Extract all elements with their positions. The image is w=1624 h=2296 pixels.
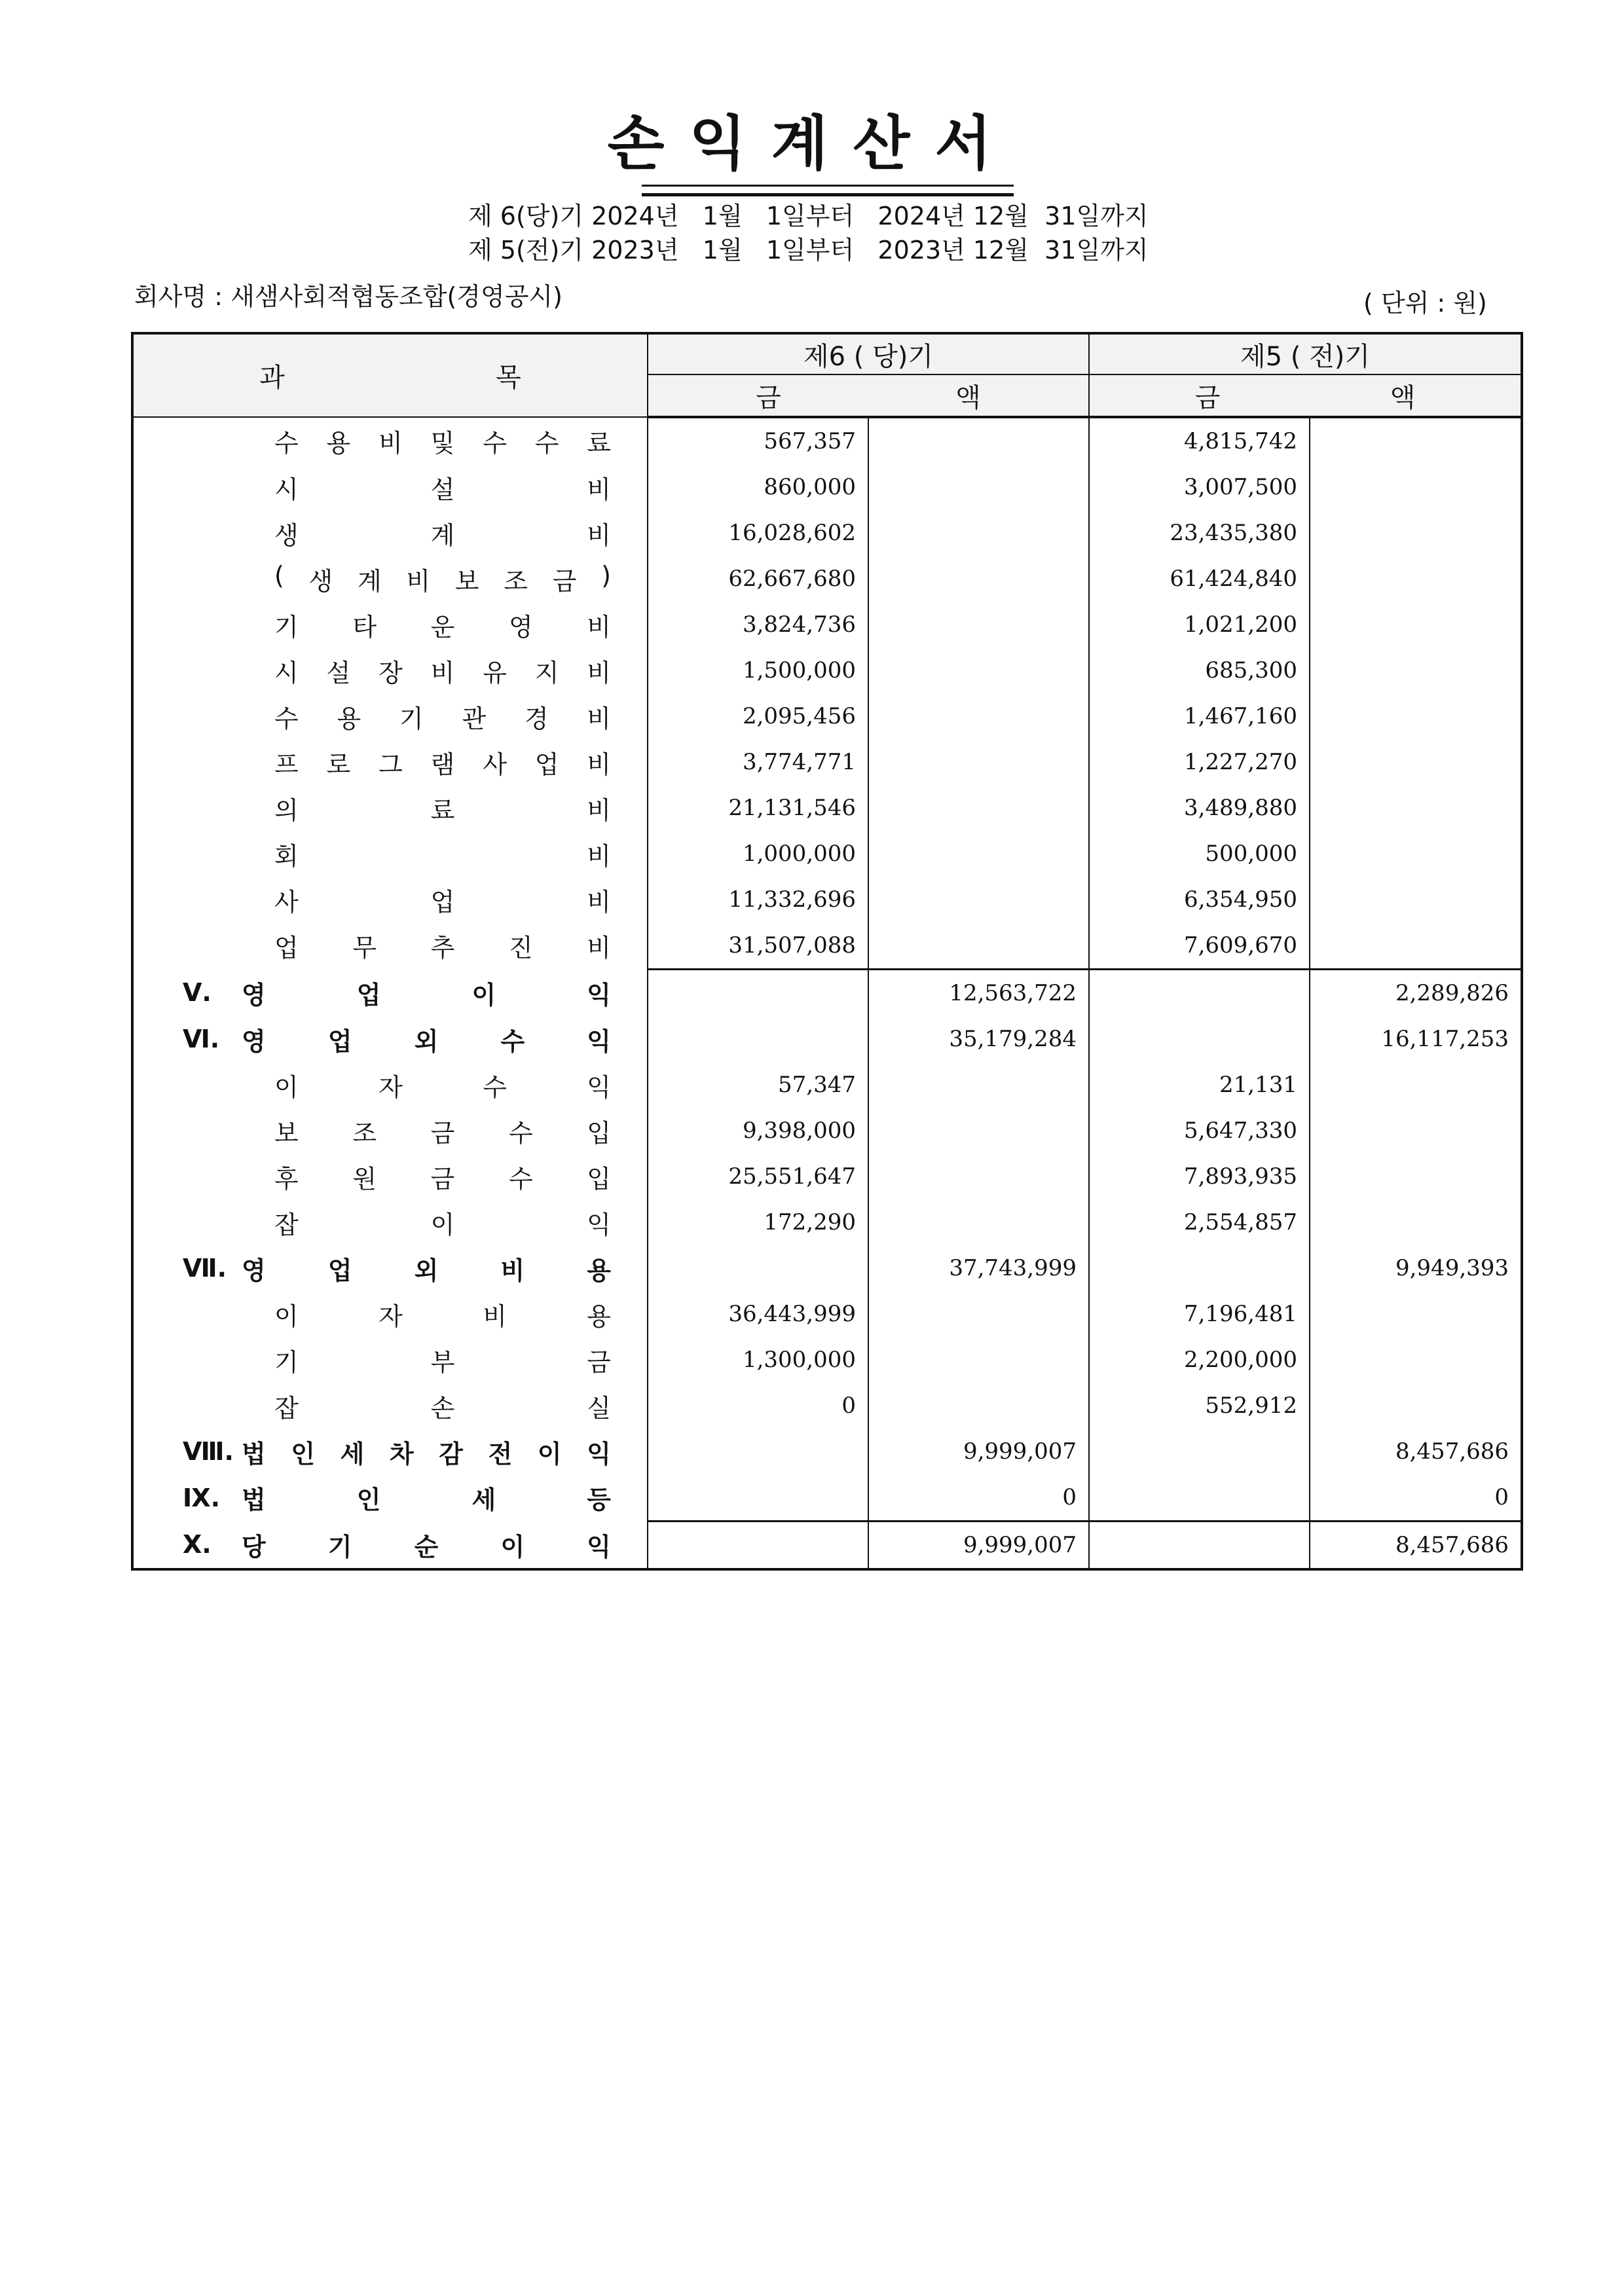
prior-detail-amount: 21,131 — [1089, 1062, 1310, 1108]
current-detail-amount: 1,500,000 — [648, 647, 868, 693]
row-label-cell — [132, 1245, 648, 1291]
row-label-cell — [132, 510, 648, 556]
current-detail-amount: 62,667,680 — [648, 556, 868, 602]
row-label: 영 업 외 수 익 — [242, 1027, 611, 1056]
table-row — [132, 602, 1522, 647]
current-detail-amount: 172,290 — [648, 1199, 868, 1245]
prior-total-amount — [1310, 1383, 1522, 1429]
row-label: 수 용 기 관 경 비 — [274, 704, 611, 733]
table-row — [132, 1474, 1522, 1522]
current-detail-amount: 57,347 — [648, 1062, 868, 1108]
table-row — [132, 464, 1522, 510]
row-label: 사 업 비 — [274, 887, 611, 917]
row-roman-numeral: Ⅷ. — [183, 1437, 234, 1466]
row-label: 프 로 그 램 사 업 비 — [274, 750, 611, 779]
row-label: 당 기 순 이 익 — [242, 1532, 611, 1561]
prior-detail-amount: 1,227,270 — [1089, 739, 1310, 785]
row-label-cell — [132, 556, 648, 602]
row-label: 업 무 추 진 비 — [274, 934, 611, 963]
table-row — [132, 1429, 1522, 1474]
table-row — [132, 1337, 1522, 1383]
current-detail-amount: 1,000,000 — [648, 831, 868, 877]
prior-total-amount — [1310, 1199, 1522, 1245]
row-label: 이 자 비 용 — [274, 1302, 611, 1331]
row-label-cell — [132, 1154, 648, 1199]
table-row — [132, 1154, 1522, 1199]
current-total-amount — [868, 510, 1089, 556]
prior-detail-amount: 7,893,935 — [1089, 1154, 1310, 1199]
current-total-amount — [868, 1291, 1089, 1337]
prior-total-amount — [1310, 877, 1522, 922]
current-total-amount — [868, 1062, 1089, 1108]
prior-detail-amount: 500,000 — [1089, 831, 1310, 877]
current-detail-amount: 2,095,456 — [648, 693, 868, 739]
prior-total-amount — [1310, 1062, 1522, 1108]
current-total-amount: 12,563,722 — [868, 970, 1089, 1017]
prior-detail-amount: 1,021,200 — [1089, 602, 1310, 647]
row-label-cell — [132, 970, 648, 1017]
prior-total-amount — [1310, 464, 1522, 510]
row-roman-numeral: Ⅵ. — [183, 1025, 220, 1053]
current-total-amount — [868, 785, 1089, 831]
current-detail-amount: 21,131,546 — [648, 785, 868, 831]
row-label: 보 조 금 수 입 — [274, 1118, 611, 1148]
prior-detail-amount: 6,354,950 — [1089, 877, 1310, 922]
prior-total-amount — [1310, 510, 1522, 556]
current-detail-amount: 3,824,736 — [648, 602, 868, 647]
current-detail-amount: 860,000 — [648, 464, 868, 510]
header-amount-prior-text: 금 액 — [1194, 382, 1416, 413]
current-detail-amount: 11,332,696 — [648, 877, 868, 922]
current-total-amount — [868, 1154, 1089, 1199]
current-total-amount — [868, 464, 1089, 510]
current-detail-amount — [648, 1474, 868, 1522]
table-row — [132, 970, 1522, 1017]
row-label: 잡 이 익 — [274, 1210, 611, 1239]
current-detail-amount: 0 — [648, 1383, 868, 1429]
row-label: 영 업 외 비 용 — [242, 1256, 611, 1285]
table-row — [132, 1108, 1522, 1154]
row-label-cell — [132, 1199, 648, 1245]
table-row — [132, 922, 1522, 970]
current-detail-amount: 36,443,999 — [648, 1291, 868, 1337]
row-label: 시 설 장 비 유 지 비 — [274, 658, 611, 687]
table-row — [132, 877, 1522, 922]
row-label-cell — [132, 693, 648, 739]
prior-total-amount — [1310, 1291, 1522, 1337]
prior-detail-amount: 552,912 — [1089, 1383, 1310, 1429]
current-total-amount: 35,179,284 — [868, 1016, 1089, 1062]
current-total-amount — [868, 556, 1089, 602]
header-amount-prior — [1089, 374, 1522, 417]
current-detail-amount: 9,398,000 — [648, 1108, 868, 1154]
prior-total-amount — [1310, 417, 1522, 464]
current-total-amount — [868, 602, 1089, 647]
table-row — [132, 739, 1522, 785]
table-row — [132, 1522, 1522, 1570]
row-label: 법 인 세 차 감 전 이 익 — [242, 1439, 611, 1468]
current-total-amount: 37,743,999 — [868, 1245, 1089, 1291]
current-detail-amount — [648, 1522, 868, 1570]
row-label: 생 계 비 — [274, 520, 611, 550]
company-name: 회사명 : 새샘사회적협동조합(경영공시) — [134, 282, 563, 311]
table-row — [132, 417, 1522, 464]
header-amount-current-text: 금 액 — [756, 382, 981, 413]
current-total-amount — [868, 877, 1089, 922]
current-total-amount — [868, 831, 1089, 877]
table-body — [132, 417, 1522, 1569]
table-row — [132, 1062, 1522, 1108]
row-label-cell — [132, 1522, 648, 1570]
current-detail-amount: 567,357 — [648, 417, 868, 464]
current-detail-amount — [648, 970, 868, 1017]
row-label-cell — [132, 1383, 648, 1429]
period-current: 제 6(당)기 2024년 1월 1일부터 2024년 12월 31일까지 — [468, 202, 1149, 230]
prior-total-amount: 16,117,253 — [1310, 1016, 1522, 1062]
row-label: 후 원 금 수 입 — [274, 1164, 611, 1194]
current-total-amount — [868, 417, 1089, 464]
prior-detail-amount: 4,815,742 — [1089, 417, 1310, 464]
table-row — [132, 510, 1522, 556]
prior-total-amount — [1310, 693, 1522, 739]
header-subject-text: 과 목 — [259, 363, 521, 393]
row-label: 영 업 이 익 — [242, 980, 611, 1010]
row-label: 기 부 금 — [274, 1347, 611, 1377]
row-roman-numeral: Ⅸ. — [183, 1483, 221, 1512]
row-label-cell — [132, 417, 648, 464]
prior-total-amount: 9,949,393 — [1310, 1245, 1522, 1291]
prior-detail-amount: 685,300 — [1089, 647, 1310, 693]
row-roman-numeral: Ⅴ. — [183, 978, 212, 1008]
prior-total-amount: 8,457,686 — [1310, 1522, 1522, 1570]
table-row — [132, 556, 1522, 602]
current-detail-amount — [648, 1245, 868, 1291]
row-label-cell — [132, 1062, 648, 1108]
row-label: 시 설 비 — [274, 475, 611, 504]
row-label-cell — [132, 785, 648, 831]
current-total-amount: 9,999,007 — [868, 1429, 1089, 1474]
period-prior: 제 5(전)기 2023년 1월 1일부터 2023년 12월 31일까지 — [468, 236, 1149, 264]
current-detail-amount — [648, 1429, 868, 1474]
prior-detail-amount — [1089, 1245, 1310, 1291]
row-label: 잡 손 실 — [274, 1393, 611, 1423]
prior-detail-amount — [1089, 1016, 1310, 1062]
row-label-cell — [132, 1108, 648, 1154]
prior-detail-amount: 3,007,500 — [1089, 464, 1310, 510]
table-row — [132, 693, 1522, 739]
header-subject — [132, 333, 648, 417]
prior-total-amount — [1310, 739, 1522, 785]
prior-detail-amount: 2,554,857 — [1089, 1199, 1310, 1245]
title-double-underline — [642, 185, 1014, 196]
table-row — [132, 831, 1522, 877]
row-label: 법 인 세 등 — [242, 1485, 611, 1515]
current-detail-amount: 25,551,647 — [648, 1154, 868, 1199]
row-label: 기 타 운 영 비 — [274, 612, 611, 642]
row-label-cell — [132, 1291, 648, 1337]
prior-detail-amount: 2,200,000 — [1089, 1337, 1310, 1383]
current-total-amount — [868, 1337, 1089, 1383]
prior-detail-amount: 5,647,330 — [1089, 1108, 1310, 1154]
prior-total-amount — [1310, 1108, 1522, 1154]
prior-total-amount: 2,289,826 — [1310, 970, 1522, 1017]
row-label-cell — [132, 831, 648, 877]
row-label-cell — [132, 602, 648, 647]
prior-total-amount — [1310, 647, 1522, 693]
prior-total-amount: 8,457,686 — [1310, 1429, 1522, 1474]
current-total-amount — [868, 1108, 1089, 1154]
prior-total-amount — [1310, 602, 1522, 647]
row-roman-numeral: Ⅹ. — [183, 1530, 212, 1559]
row-label-cell — [132, 647, 648, 693]
current-total-amount — [868, 1383, 1089, 1429]
row-label-cell — [132, 464, 648, 510]
row-label: 수 용 비 및 수 수 료 — [274, 429, 611, 458]
current-detail-amount: 3,774,771 — [648, 739, 868, 785]
row-label: 회 비 — [274, 841, 611, 871]
row-label-cell — [132, 877, 648, 922]
current-total-amount — [868, 739, 1089, 785]
prior-total-amount — [1310, 831, 1522, 877]
current-detail-amount: 31,507,088 — [648, 922, 868, 970]
header-prior-period: 제5 ( 전)기 — [1089, 333, 1522, 374]
row-label: 이 자 수 익 — [274, 1072, 611, 1102]
table-row — [132, 1291, 1522, 1337]
prior-detail-amount: 7,609,670 — [1089, 922, 1310, 970]
prior-detail-amount: 61,424,840 — [1089, 556, 1310, 602]
table-row — [132, 1245, 1522, 1291]
prior-detail-amount: 7,196,481 — [1089, 1291, 1310, 1337]
row-label-cell — [132, 1337, 648, 1383]
row-label-cell — [132, 1016, 648, 1062]
page-title: 손익계산서 — [607, 109, 1017, 178]
row-label: 의 료 비 — [274, 795, 611, 825]
current-total-amount: 0 — [868, 1474, 1089, 1522]
prior-total-amount — [1310, 556, 1522, 602]
header-amount-current — [648, 374, 1089, 417]
prior-detail-amount: 1,467,160 — [1089, 693, 1310, 739]
row-label-cell — [132, 739, 648, 785]
prior-detail-amount: 23,435,380 — [1089, 510, 1310, 556]
prior-detail-amount — [1089, 1522, 1310, 1570]
row-label-cell — [132, 922, 648, 970]
current-total-amount — [868, 922, 1089, 970]
prior-detail-amount — [1089, 1429, 1310, 1474]
prior-detail-amount: 3,489,880 — [1089, 785, 1310, 831]
header-current-period: 제6 ( 당)기 — [648, 333, 1089, 374]
current-total-amount — [868, 1199, 1089, 1245]
table-row — [132, 785, 1522, 831]
prior-total-amount: 0 — [1310, 1474, 1522, 1522]
table-row — [132, 1383, 1522, 1429]
row-label-cell — [132, 1474, 648, 1522]
unit-label: ( 단위 : 원) — [1363, 289, 1487, 318]
prior-total-amount — [1310, 922, 1522, 970]
income-statement-table — [131, 332, 1523, 1571]
table-row — [132, 1016, 1522, 1062]
row-label-cell — [132, 1429, 648, 1474]
current-detail-amount — [648, 1016, 868, 1062]
current-total-amount: 9,999,007 — [868, 1522, 1089, 1570]
current-detail-amount: 1,300,000 — [648, 1337, 868, 1383]
prior-total-amount — [1310, 785, 1522, 831]
row-roman-numeral: Ⅶ. — [183, 1254, 227, 1283]
row-label: ( 생 계 비 보 조 금 ) — [274, 560, 611, 596]
current-total-amount — [868, 693, 1089, 739]
prior-total-amount — [1310, 1154, 1522, 1199]
table-row — [132, 647, 1522, 693]
table-row — [132, 1199, 1522, 1245]
current-total-amount — [868, 647, 1089, 693]
current-detail-amount: 16,028,602 — [648, 510, 868, 556]
prior-total-amount — [1310, 1337, 1522, 1383]
prior-detail-amount — [1089, 1474, 1310, 1522]
prior-detail-amount — [1089, 970, 1310, 1017]
